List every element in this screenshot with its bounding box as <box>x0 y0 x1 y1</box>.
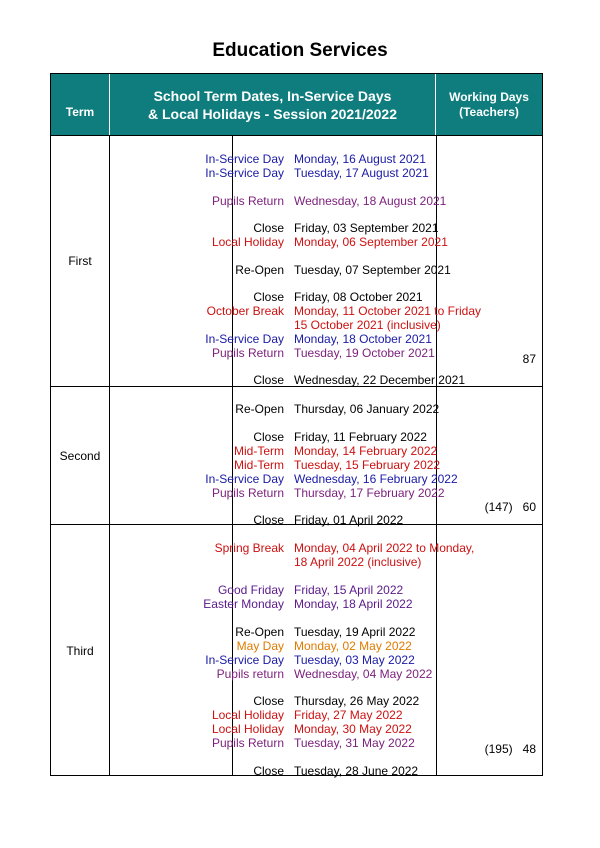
row-date: Friday, 11 February 2022 <box>294 430 427 444</box>
header-days-line1: Working Days <box>449 89 529 104</box>
row-label: In-Service Day <box>205 152 284 166</box>
row-date: Wednesday, 04 May 2022 <box>294 667 433 681</box>
row-date: Tuesday, 07 September 2021 <box>294 263 451 277</box>
row-label: Close <box>253 513 284 527</box>
row-label: Mid-Term <box>234 458 284 472</box>
header-term: Term <box>65 104 95 119</box>
row-label: Pupils Return <box>211 736 284 750</box>
row-date: Monday, 11 October 2021 to Friday <box>294 304 481 318</box>
working-days-third: (195) 48 <box>484 742 536 756</box>
term-second: Second <box>59 449 101 463</box>
row-label: Local Holiday <box>211 235 284 249</box>
row-date: Tuesday, 19 April 2022 <box>294 625 416 639</box>
term-third: Third <box>66 644 94 658</box>
row-label: Pupils Return <box>211 486 284 500</box>
header-main-line1: School Term Dates, In-Service Days <box>153 87 392 104</box>
working-days-first: 87 <box>522 352 536 366</box>
working-days-second: (147) 60 <box>484 500 536 514</box>
row-date: Friday, 08 October 2021 <box>294 290 423 304</box>
page-title: Education Services <box>212 40 388 61</box>
row-label: Close <box>253 694 284 708</box>
row-date: Tuesday, 31 May 2022 <box>294 736 415 750</box>
row-label: Good Friday <box>217 583 284 597</box>
divider-term <box>109 135 110 775</box>
row-date: Tuesday, 28 June 2022 <box>294 764 419 778</box>
row-label: Easter Monday <box>203 597 284 611</box>
row-date: Monday, 16 August 2021 <box>294 152 426 166</box>
row-label: Close <box>253 221 284 235</box>
row-date: Wednesday, 18 August 2021 <box>294 194 447 208</box>
row-date: 15 October 2021 (inclusive) <box>294 318 441 332</box>
row-date: Monday, 14 February 2022 <box>294 444 438 458</box>
row-date: Thursday, 06 January 2022 <box>294 402 440 416</box>
row-label: Local Holiday <box>211 708 284 722</box>
row-date: Friday, 03 September 2021 <box>294 221 439 235</box>
row-date: Monday, 18 April 2022 <box>294 597 413 611</box>
row-date: Friday, 27 May 2022 <box>294 708 403 722</box>
row-date: Friday, 01 April 2022 <box>294 513 404 527</box>
row-date: Wednesday, 16 February 2022 <box>294 472 458 486</box>
row-label: In-Service Day <box>205 653 284 667</box>
row-date: Wednesday, 22 December 2021 <box>294 373 465 387</box>
row-label: Close <box>253 430 284 444</box>
row-label: May Day <box>236 639 284 653</box>
header-days-line2: (Teachers) <box>459 104 519 119</box>
row-date: 18 April 2022 (inclusive) <box>294 555 422 569</box>
row-label: October Break <box>206 304 284 318</box>
row-date: Monday, 04 April 2022 to Monday, <box>294 541 475 555</box>
row-label: Re-Open <box>235 263 284 277</box>
row-label: Close <box>253 764 284 778</box>
row-label: Pupils return <box>216 667 284 681</box>
row-date: Friday, 15 April 2022 <box>294 583 404 597</box>
row-date: Monday, 02 May 2022 <box>294 639 412 653</box>
header-working-days <box>436 74 542 135</box>
row-label: Re-Open <box>235 402 284 416</box>
row-label: Pupils Return <box>211 194 284 208</box>
row-label: In-Service Day <box>205 472 284 486</box>
term-dates-table <box>50 73 543 776</box>
row-date: Monday, 06 September 2021 <box>294 235 448 249</box>
header-main <box>109 74 436 135</box>
row-date: Tuesday, 03 May 2022 <box>294 653 415 667</box>
row-date: Tuesday, 15 February 2022 <box>294 458 441 472</box>
row-label: Re-Open <box>235 625 284 639</box>
row-date: Monday, 18 October 2021 <box>294 332 432 346</box>
row-date: Thursday, 26 May 2022 <box>294 694 420 708</box>
row-label: Spring Break <box>214 541 284 555</box>
row-date: Thursday, 17 February 2022 <box>294 486 445 500</box>
row-label: In-Service Day <box>205 332 284 346</box>
header-main-line2: & Local Holidays - Session 2021/2022 <box>147 105 397 122</box>
row-label: Local Holiday <box>211 722 284 736</box>
row-label: Pupils Return <box>211 346 284 360</box>
row-date: Tuesday, 19 October 2021 <box>294 346 435 360</box>
row-date: Monday, 30 May 2022 <box>294 722 412 736</box>
table-header <box>51 74 542 136</box>
row-label: Close <box>253 290 284 304</box>
row-label: Mid-Term <box>234 444 284 458</box>
row-label: In-Service Day <box>205 166 284 180</box>
term-first: First <box>68 254 92 268</box>
row-date: Tuesday, 17 August 2021 <box>294 166 429 180</box>
row-label: Close <box>253 373 284 387</box>
